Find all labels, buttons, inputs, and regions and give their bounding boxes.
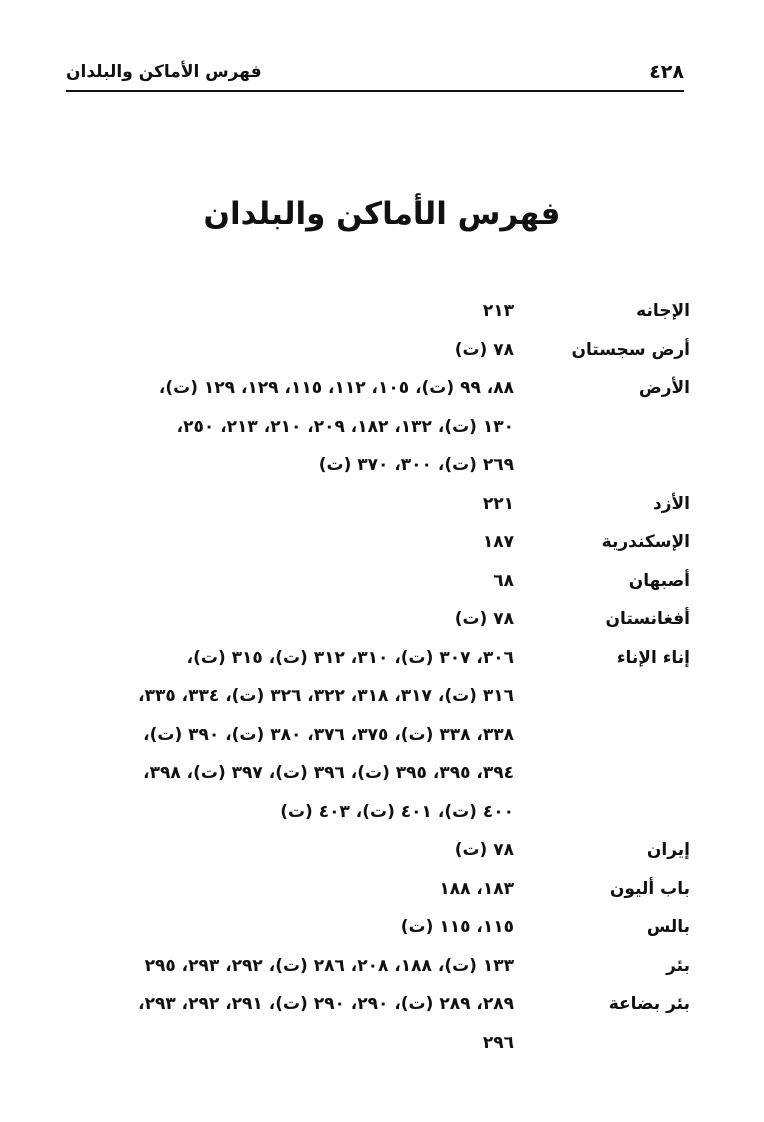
ref-line: ٢٨٩، ٢٨٩ (ت)، ٢٩٠، ٢٩٠ (ت)، ٢٩١، ٢٩٢، ٢٩٣، [138,994,514,1014]
ref-line: ٣١٦ (ت)، ٣١٧، ٣١٨، ٣٢٢، ٣٢٦ (ت)، ٣٣٤، ٣٣٥، [138,686,514,706]
entry-refs [70,600,514,639]
ref-line: ٢٢١ [482,493,514,514]
index-entry [70,523,690,562]
entry-refs [70,485,514,524]
index-entry [70,292,690,331]
index-entry [70,331,690,370]
entry-name: أرض سجستان [571,339,690,360]
entry-refs [70,331,514,370]
page-title: فهرس الأماكن والبلدان [203,196,561,232]
entry-refs [70,947,514,986]
entry-name: بئر بضاعة [608,994,690,1014]
index-entry [70,369,690,485]
index-entry [70,947,690,986]
entry-name: الإجانه [636,301,690,321]
ref-line: ١٨٧ [482,532,514,552]
ref-line: ٧٨ (ت) [454,840,514,860]
ref-line: ١٣٣ (ت)، ١٨٨، ٢٠٨، ٢٨٦ (ت)، ٢٩٢، ٢٩٣، ٢٩٥ [144,955,514,976]
header-rule [66,90,684,92]
ref-line: ٤٠٠ (ت)، ٤٠١ (ت)، ٤٠٣ (ت) [280,801,514,822]
entry-name: إناء الإناء [616,647,690,668]
entry-name: إيران [646,840,690,860]
running-header [66,58,684,86]
ref-line: ١٨٣، ١٨٨ [439,878,514,899]
entry-name: بالس [646,917,690,937]
entry-refs [70,523,514,562]
running-title: فهرس الأماكن والبلدان [66,62,262,82]
index-entry [70,985,690,1062]
ref-line: ٢١٣ [482,301,514,321]
entry-name: أفغانستان [605,609,690,629]
entry-name: باب أليون [609,878,690,899]
entry-refs [70,292,514,331]
ref-line: ٣٣٨، ٣٣٨ (ت)، ٣٧٥، ٣٧٦، ٣٨٠ (ت)، ٣٩٠ (ت)، [143,724,514,745]
entry-refs [70,639,514,832]
entry-name: الإسكندرية [601,532,690,552]
entry-name: الأرض [638,378,690,398]
entry-refs [70,562,514,601]
entry-refs [70,908,514,947]
entry-refs [70,985,514,1062]
entry-name: بئر [666,955,690,976]
index-entry [70,870,690,909]
index-entry [70,831,690,870]
ref-line: ١١٥، ١١٥ (ت) [400,917,514,937]
entry-refs [70,831,514,870]
ref-line: ٧٨ (ت) [454,609,514,629]
entry-name: أصبهان [628,570,690,591]
entry-refs [70,870,514,909]
ref-line: ٦٨ [493,570,514,591]
index-entry [70,600,690,639]
ref-line: ٢٦٩ (ت)، ٣٠٠، ٣٧٠ (ت) [318,455,514,475]
ref-line: ٢٩٦ [482,1032,514,1053]
index-entry [70,908,690,947]
ref-line: ٨٨، ٩٩ (ت)، ١٠٥، ١١٢، ١١٥، ١٢٩، ١٢٩ (ت)، [158,378,514,398]
entry-refs [70,369,514,485]
index-entry [70,639,690,832]
ref-line: ٣٠٦، ٣٠٧ (ت)، ٣١٠، ٣١٢ (ت)، ٣١٥ (ت)، [186,647,514,668]
ref-line: ١٣٠ (ت)، ١٣٢، ١٨٢، ٢٠٩، ٢١٠، ٢١٣، ٢٥٠، [176,416,514,437]
ref-line: ٧٨ (ت) [454,339,514,360]
page-number: ٤٢٨ [649,61,684,83]
ref-line: ٣٩٤، ٣٩٥، ٣٩٥ (ت)، ٣٩٦ (ت)، ٣٩٧ (ت)، ٣٩٨، [143,763,514,783]
entry-name: الأزد [653,493,690,514]
index-entry [70,562,690,601]
index-list [70,292,690,1062]
index-entry [70,485,690,524]
